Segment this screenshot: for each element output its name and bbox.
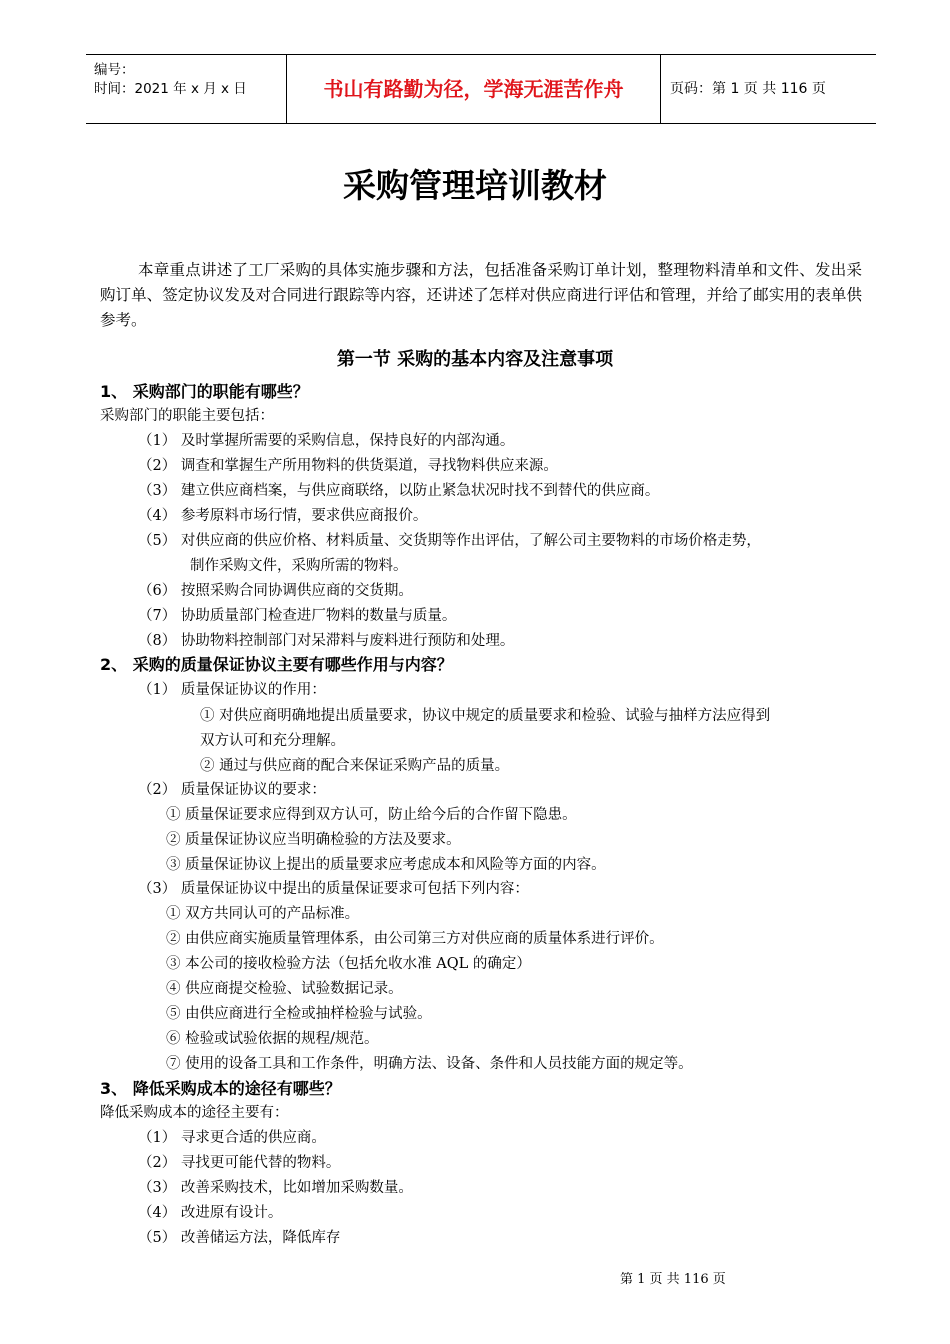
body-line: ⑦ 使用的设备工具和工作条件，明确方法、设备、条件和人员技能方面的规定等。 — [166, 1056, 693, 1072]
body-line: （4） 参考原料市场行情，要求供应商报价。 — [138, 508, 428, 524]
body-line: （5） 对供应商的供应价格、材料质量、交货期等作出评估，了解公司主要物料的市场价格走势， — [138, 533, 761, 549]
body-line: ② 由供应商实施质量管理体系，由公司第三方对供应商的质量体系进行评价。 — [166, 931, 664, 947]
body-line: （1） 质量保证协议的作用： — [138, 682, 326, 698]
page-header — [86, 54, 876, 124]
body-line: （4） 改进原有设计。 — [138, 1205, 283, 1221]
body-line: （2） 调查和掌握生产所用物料的供货渠道，寻找物料供应来源。 — [138, 458, 558, 474]
body-line: ④ 供应商提交检验、试验数据记录。 — [166, 981, 403, 997]
body-line: ⑤ 由供应商进行全检或抽样检验与试验。 — [166, 1006, 432, 1022]
header-meta — [94, 61, 247, 99]
section-title: 第一节 采购的基本内容及注意事项 — [336, 349, 614, 370]
page-footer: 第 1 页 共 116 页 — [620, 1272, 726, 1287]
body-line: （3） 质量保证协议中提出的质量保证要求可包括下列内容： — [138, 881, 529, 897]
time-label: 时间：2021 年 x 月 x 日 — [94, 81, 247, 97]
body-line: 降低采购成本的途径主要有： — [100, 1105, 289, 1121]
body-line: （3） 改善采购技术，比如增加采购数量。 — [138, 1180, 413, 1196]
body-line: （1） 寻求更合适的供应商。 — [138, 1130, 326, 1146]
body-line: ① 质量保证要求应得到双方认可，防止给今后的合作留下隐患。 — [166, 807, 577, 823]
intro-paragraph: 本章重点讲述了工厂采购的具体实施步骤和方法，包括准备采购订单计划，整理物料清单和文件、发出采购订单、签定协议发及对合同进行跟踪等内容，还讲述了怎样对供应商进行评估和管理，并给了邮实用的表单供参考。 — [100, 261, 862, 329]
body-line: （5） 改善储运方法，降低库存 — [138, 1230, 341, 1246]
body-line: 采购部门的职能主要包括： — [100, 408, 274, 424]
document-title: 采购管理培训教材 — [343, 166, 607, 205]
body-line: （3） 建立供应商档案，与供应商联络，以防止紧急状况时找不到替代的供应商。 — [138, 483, 660, 499]
body-line: （2） 质量保证协议的要求： — [138, 782, 326, 798]
number-label: 编号： — [94, 62, 135, 78]
body-line: ③ 本公司的接收检验方法（包括允收水准 AQL 的确定） — [166, 956, 531, 972]
body-line: （6） 按照采购合同协调供应商的交货期。 — [138, 583, 413, 599]
question-heading: 2、 采购的质量保证协议主要有哪些作用与内容？ — [100, 655, 453, 674]
body-line: （8） 协助物料控制部门对呆滞料与废料进行预防和处理。 — [138, 633, 515, 649]
body-line: ③ 质量保证协议上提出的质量要求应考虑成本和风险等方面的内容。 — [166, 857, 606, 873]
body-line: ⑥ 检验或试验依据的规程/规范。 — [166, 1031, 379, 1047]
question-heading: 3、 降低采购成本的途径有哪些？ — [100, 1079, 341, 1098]
body-line: ① 对供应商明确地提出质量要求，协议中规定的质量要求和检验、试验与抽样方法应得到 — [200, 708, 771, 724]
body-line: ② 质量保证协议应当明确检验的方法及要求。 — [166, 832, 461, 848]
body-line: 制作采购文件，采购所需的物料。 — [190, 558, 408, 574]
header-slogan: 书山有路勤为径，学海无涯苦作舟 — [286, 55, 661, 123]
body-line: （2） 寻找更可能代替的物料。 — [138, 1155, 341, 1171]
header-page-info: 页码：第 1 页 共 116 页 — [670, 81, 826, 97]
body-line: 双方认可和充分理解。 — [200, 733, 345, 749]
question-heading: 1、 采购部门的职能有哪些？ — [100, 382, 309, 401]
body-line: ① 双方共同认可的产品标准。 — [166, 906, 360, 922]
body-line: ② 通过与供应商的配合来保证采购产品的质量。 — [200, 758, 510, 774]
body-line: （7） 协助质量部门检查进厂物料的数量与质量。 — [138, 608, 457, 624]
body-line: （1） 及时掌握所需要的采购信息，保持良好的内部沟通。 — [138, 433, 515, 449]
